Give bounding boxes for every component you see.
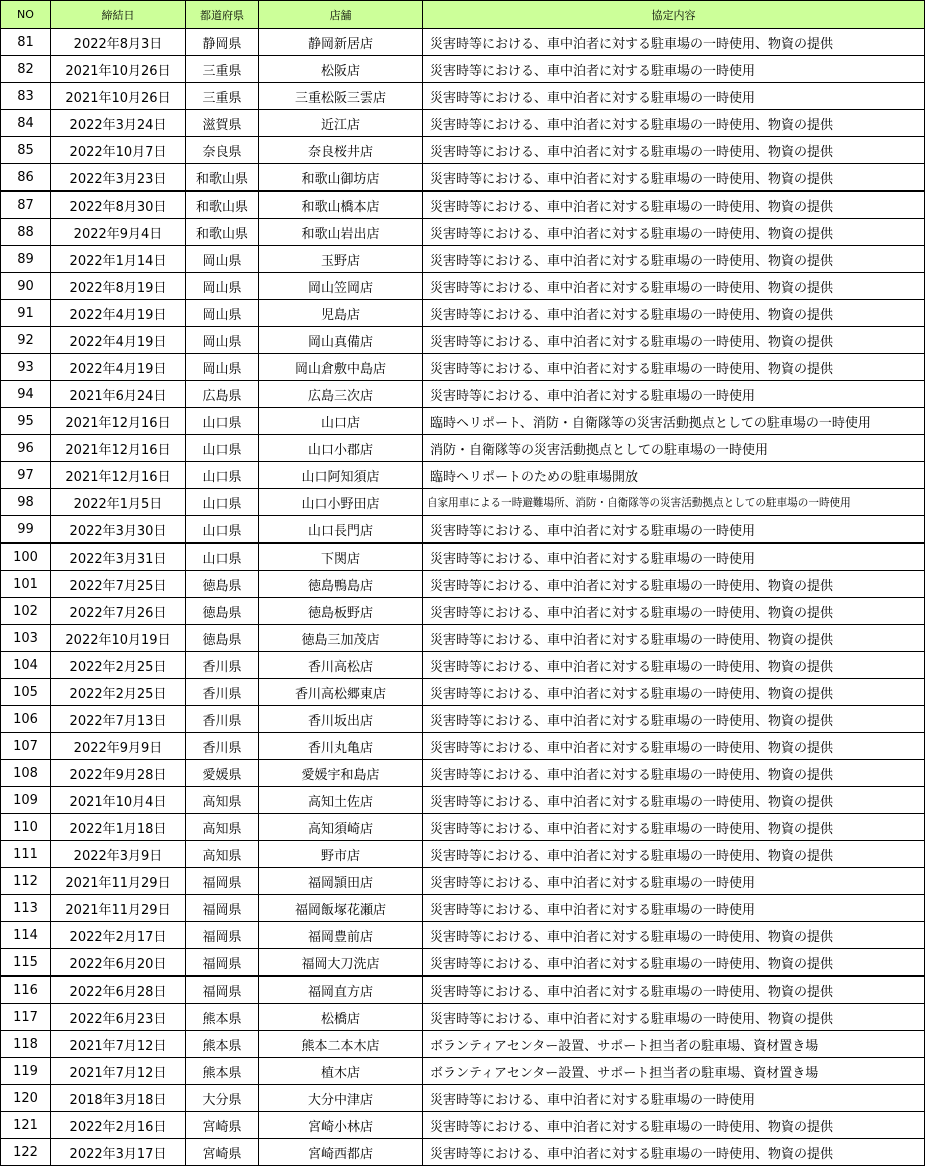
cell-prefecture: 山口県 [186,435,259,462]
cell-agreement: 災害時等における、車中泊者に対する駐車場の一時使用、物資の提供 [423,219,925,246]
cell-no: 82 [1,56,51,83]
cell-prefecture: 三重県 [186,83,259,110]
cell-date: 2022年8月30日 [51,191,186,219]
cell-date: 2021年7月12日 [51,1058,186,1085]
cell-date: 2021年12月16日 [51,462,186,489]
table-row [1,408,925,435]
table-row [1,895,925,922]
table-row [1,137,925,164]
cell-prefecture: 山口県 [186,543,259,571]
cell-store: 静岡新居店 [259,29,423,56]
cell-prefecture: 徳島県 [186,571,259,598]
cell-prefecture: 和歌山県 [186,164,259,192]
cell-prefecture: 岡山県 [186,354,259,381]
cell-agreement: 災害時等における、車中泊者に対する駐車場の一時使用、物資の提供 [423,652,925,679]
cell-store: 香川坂出店 [259,706,423,733]
cell-prefecture: 岡山県 [186,246,259,273]
cell-store: 愛媛宇和島店 [259,760,423,787]
table-row [1,327,925,354]
cell-store: 高知須崎店 [259,814,423,841]
cell-date: 2022年6月20日 [51,949,186,977]
table-row [1,1004,925,1031]
cell-prefecture: 宮崎県 [186,1112,259,1139]
table-row [1,354,925,381]
header-agreement: 協定内容 [423,1,925,29]
cell-date: 2022年3月30日 [51,516,186,544]
table-row [1,1139,925,1166]
cell-no: 117 [1,1004,51,1031]
cell-agreement: ボランティアセンター設置、サポート担当者の駐車場、資材置き場 [423,1031,925,1058]
table-row [1,489,925,516]
table-row [1,191,925,219]
cell-no: 92 [1,327,51,354]
cell-no: 110 [1,814,51,841]
cell-no: 115 [1,949,51,977]
cell-store: 大分中津店 [259,1085,423,1112]
cell-no: 86 [1,164,51,192]
cell-store: 香川丸亀店 [259,733,423,760]
cell-prefecture: 熊本県 [186,1004,259,1031]
cell-agreement: 災害時等における、車中泊者に対する駐車場の一時使用 [423,543,925,571]
cell-store: 野市店 [259,841,423,868]
cell-store: 近江店 [259,110,423,137]
cell-prefecture: 和歌山県 [186,191,259,219]
cell-prefecture: 岡山県 [186,273,259,300]
cell-store: 山口阿知須店 [259,462,423,489]
table-body [1,29,925,1166]
table-row [1,1085,925,1112]
cell-no: 83 [1,83,51,110]
cell-date: 2022年3月31日 [51,543,186,571]
cell-date: 2021年12月16日 [51,408,186,435]
cell-no: 87 [1,191,51,219]
table-row [1,922,925,949]
cell-store: 三重松阪三雲店 [259,83,423,110]
cell-no: 99 [1,516,51,544]
table-row [1,381,925,408]
cell-agreement: 災害時等における、車中泊者に対する駐車場の一時使用、物資の提供 [423,327,925,354]
cell-store: 植木店 [259,1058,423,1085]
cell-date: 2022年2月25日 [51,652,186,679]
cell-store: 福岡直方店 [259,976,423,1004]
cell-prefecture: 高知県 [186,787,259,814]
table-row [1,543,925,571]
cell-no: 85 [1,137,51,164]
cell-agreement: 災害時等における、車中泊者に対する駐車場の一時使用、物資の提供 [423,164,925,192]
cell-store: 福岡頴田店 [259,868,423,895]
cell-date: 2022年7月13日 [51,706,186,733]
cell-no: 98 [1,489,51,516]
header-date: 締結日 [51,1,186,29]
cell-agreement: 災害時等における、車中泊者に対する駐車場の一時使用 [423,83,925,110]
cell-date: 2021年6月24日 [51,381,186,408]
cell-store: 岡山真備店 [259,327,423,354]
cell-store: 宮崎小林店 [259,1112,423,1139]
cell-store: 福岡大刀洗店 [259,949,423,977]
table-row [1,787,925,814]
cell-date: 2022年2月17日 [51,922,186,949]
cell-no: 93 [1,354,51,381]
cell-store: 下関店 [259,543,423,571]
cell-agreement: 災害時等における、車中泊者に対する駐車場の一時使用、物資の提供 [423,110,925,137]
cell-store: 岡山笠岡店 [259,273,423,300]
cell-date: 2022年3月9日 [51,841,186,868]
cell-agreement: 災害時等における、車中泊者に対する駐車場の一時使用、物資の提供 [423,191,925,219]
table-row [1,760,925,787]
cell-agreement: 災害時等における、車中泊者に対する駐車場の一時使用、物資の提供 [423,625,925,652]
cell-prefecture: 山口県 [186,408,259,435]
cell-prefecture: 山口県 [186,516,259,544]
cell-date: 2022年9月4日 [51,219,186,246]
cell-prefecture: 熊本県 [186,1058,259,1085]
cell-date: 2021年12月16日 [51,435,186,462]
cell-store: 山口店 [259,408,423,435]
table-row [1,949,925,977]
header-store: 店舗 [259,1,423,29]
cell-date: 2022年8月19日 [51,273,186,300]
cell-date: 2022年1月5日 [51,489,186,516]
cell-agreement: 災害時等における、車中泊者に対する駐車場の一時使用、物資の提供 [423,760,925,787]
cell-date: 2022年9月28日 [51,760,186,787]
table-row [1,1112,925,1139]
cell-date: 2021年10月26日 [51,83,186,110]
cell-store: 松橋店 [259,1004,423,1031]
cell-prefecture: 滋賀県 [186,110,259,137]
cell-date: 2022年3月24日 [51,110,186,137]
cell-prefecture: 奈良県 [186,137,259,164]
cell-no: 90 [1,273,51,300]
cell-agreement: 災害時等における、車中泊者に対する駐車場の一時使用、物資の提供 [423,300,925,327]
cell-agreement: 災害時等における、車中泊者に対する駐車場の一時使用、物資の提供 [423,733,925,760]
cell-no: 100 [1,543,51,571]
cell-agreement: 災害時等における、車中泊者に対する駐車場の一時使用、物資の提供 [423,679,925,706]
cell-prefecture: 福岡県 [186,976,259,1004]
cell-store: 宮崎西都店 [259,1139,423,1166]
cell-prefecture: 香川県 [186,679,259,706]
cell-prefecture: 熊本県 [186,1031,259,1058]
cell-agreement: 災害時等における、車中泊者に対する駐車場の一時使用 [423,1085,925,1112]
cell-no: 109 [1,787,51,814]
cell-prefecture: 香川県 [186,733,259,760]
cell-agreement: 災害時等における、車中泊者に対する駐車場の一時使用、物資の提供 [423,29,925,56]
cell-agreement: 災害時等における、車中泊者に対する駐車場の一時使用、物資の提供 [423,976,925,1004]
table-row [1,1031,925,1058]
table-header [1,1,925,29]
table-row [1,814,925,841]
cell-store: 松阪店 [259,56,423,83]
cell-prefecture: 高知県 [186,841,259,868]
cell-no: 95 [1,408,51,435]
cell-no: 107 [1,733,51,760]
cell-no: 97 [1,462,51,489]
cell-date: 2022年3月17日 [51,1139,186,1166]
cell-agreement: 災害時等における、車中泊者に対する駐車場の一時使用 [423,56,925,83]
cell-agreement: 災害時等における、車中泊者に対する駐車場の一時使用 [423,895,925,922]
cell-no: 104 [1,652,51,679]
cell-no: 94 [1,381,51,408]
cell-prefecture: 香川県 [186,706,259,733]
cell-store: 徳島三加茂店 [259,625,423,652]
cell-agreement: 災害時等における、車中泊者に対する駐車場の一時使用、物資の提供 [423,273,925,300]
cell-store: 山口長門店 [259,516,423,544]
cell-prefecture: 大分県 [186,1085,259,1112]
cell-prefecture: 福岡県 [186,895,259,922]
cell-agreement: 災害時等における、車中泊者に対する駐車場の一時使用、物資の提供 [423,949,925,977]
cell-date: 2022年1月14日 [51,246,186,273]
cell-no: 102 [1,598,51,625]
cell-store: 香川高松店 [259,652,423,679]
cell-prefecture: 福岡県 [186,868,259,895]
header-prefecture: 都道府県 [186,1,259,29]
table-row [1,598,925,625]
cell-prefecture: 福岡県 [186,922,259,949]
cell-no: 116 [1,976,51,1004]
header-row [1,1,925,29]
table-row [1,976,925,1004]
table-row [1,246,925,273]
table-row [1,868,925,895]
cell-agreement: 災害時等における、車中泊者に対する駐車場の一時使用、物資の提供 [423,706,925,733]
table-row [1,625,925,652]
cell-date: 2022年10月19日 [51,625,186,652]
cell-no: 113 [1,895,51,922]
table-row [1,841,925,868]
cell-agreement: 災害時等における、車中泊者に対する駐車場の一時使用、物資の提供 [423,137,925,164]
cell-date: 2022年9月9日 [51,733,186,760]
cell-no: 119 [1,1058,51,1085]
cell-store: 山口小野田店 [259,489,423,516]
cell-prefecture: 広島県 [186,381,259,408]
table-row [1,571,925,598]
header-no: NO [1,1,51,29]
cell-no: 114 [1,922,51,949]
cell-prefecture: 福岡県 [186,949,259,977]
cell-prefecture: 宮崎県 [186,1139,259,1166]
cell-date: 2022年4月19日 [51,327,186,354]
cell-prefecture: 徳島県 [186,598,259,625]
cell-prefecture: 和歌山県 [186,219,259,246]
cell-prefecture: 岡山県 [186,300,259,327]
cell-date: 2022年4月19日 [51,300,186,327]
cell-agreement: 災害時等における、車中泊者に対する駐車場の一時使用、物資の提供 [423,787,925,814]
cell-date: 2022年2月25日 [51,679,186,706]
cell-no: 91 [1,300,51,327]
cell-prefecture: 愛媛県 [186,760,259,787]
table-row [1,652,925,679]
table-row [1,462,925,489]
cell-no: 88 [1,219,51,246]
cell-store: 奈良桜井店 [259,137,423,164]
cell-no: 84 [1,110,51,137]
cell-store: 徳島鴨島店 [259,571,423,598]
cell-agreement: 災害時等における、車中泊者に対する駐車場の一時使用、物資の提供 [423,354,925,381]
cell-prefecture: 香川県 [186,652,259,679]
table-row [1,435,925,462]
cell-store: 徳島板野店 [259,598,423,625]
cell-no: 118 [1,1031,51,1058]
cell-agreement: 災害時等における、車中泊者に対する駐車場の一時使用 [423,381,925,408]
table-row [1,679,925,706]
cell-prefecture: 徳島県 [186,625,259,652]
table-row [1,219,925,246]
table-row [1,706,925,733]
cell-no: 101 [1,571,51,598]
cell-agreement: 災害時等における、車中泊者に対する駐車場の一時使用、物資の提供 [423,571,925,598]
table-row [1,1058,925,1085]
cell-prefecture: 三重県 [186,56,259,83]
cell-agreement: 災害時等における、車中泊者に対する駐車場の一時使用、物資の提供 [423,246,925,273]
table-row [1,273,925,300]
cell-date: 2021年10月26日 [51,56,186,83]
cell-no: 108 [1,760,51,787]
cell-date: 2021年7月12日 [51,1031,186,1058]
cell-agreement: 災害時等における、車中泊者に対する駐車場の一時使用 [423,516,925,544]
cell-no: 89 [1,246,51,273]
cell-store: 高知土佐店 [259,787,423,814]
cell-store: 香川高松郷東店 [259,679,423,706]
table-row [1,164,925,192]
cell-prefecture: 岡山県 [186,327,259,354]
cell-no: 120 [1,1085,51,1112]
cell-store: 熊本二本木店 [259,1031,423,1058]
cell-date: 2022年2月16日 [51,1112,186,1139]
cell-date: 2022年7月26日 [51,598,186,625]
cell-agreement: 災害時等における、車中泊者に対する駐車場の一時使用、物資の提供 [423,1004,925,1031]
cell-date: 2021年11月29日 [51,895,186,922]
table-row [1,516,925,544]
cell-agreement: 臨時ヘリポート、消防・自衛隊等の災害活動拠点としての駐車場の一時使用 [423,408,925,435]
cell-store: 山口小郡店 [259,435,423,462]
cell-no: 112 [1,868,51,895]
table-row [1,29,925,56]
cell-store: 和歌山橋本店 [259,191,423,219]
cell-agreement: 災害時等における、車中泊者に対する駐車場の一時使用、物資の提供 [423,598,925,625]
cell-agreement: 災害時等における、車中泊者に対する駐車場の一時使用、物資の提供 [423,922,925,949]
cell-agreement: 災害時等における、車中泊者に対する駐車場の一時使用、物資の提供 [423,814,925,841]
cell-date: 2022年10月7日 [51,137,186,164]
cell-date: 2022年6月28日 [51,976,186,1004]
cell-no: 103 [1,625,51,652]
cell-agreement: 自家用車による一時避難場所、消防・自衛隊等の災害活動拠点としての駐車場の一時使用 [423,489,925,516]
cell-store: 和歌山岩出店 [259,219,423,246]
table-row [1,733,925,760]
cell-date: 2021年10月4日 [51,787,186,814]
cell-store: 広島三次店 [259,381,423,408]
cell-date: 2022年3月23日 [51,164,186,192]
cell-agreement: ボランティアセンター設置、サポート担当者の駐車場、資材置き場 [423,1058,925,1085]
table-row [1,56,925,83]
cell-store: 和歌山御坊店 [259,164,423,192]
cell-agreement: 災害時等における、車中泊者に対する駐車場の一時使用 [423,868,925,895]
cell-store: 玉野店 [259,246,423,273]
cell-date: 2022年8月3日 [51,29,186,56]
table-row [1,300,925,327]
cell-no: 96 [1,435,51,462]
cell-agreement: 災害時等における、車中泊者に対する駐車場の一時使用、物資の提供 [423,1139,925,1166]
cell-prefecture: 静岡県 [186,29,259,56]
cell-date: 2021年11月29日 [51,868,186,895]
cell-no: 111 [1,841,51,868]
table-row [1,83,925,110]
cell-date: 2022年7月25日 [51,571,186,598]
cell-store: 福岡飯塚花瀬店 [259,895,423,922]
cell-no: 121 [1,1112,51,1139]
cell-store: 児島店 [259,300,423,327]
cell-agreement: 災害時等における、車中泊者に対する駐車場の一時使用、物資の提供 [423,841,925,868]
table-row [1,110,925,137]
cell-prefecture: 山口県 [186,462,259,489]
cell-date: 2022年4月19日 [51,354,186,381]
cell-date: 2018年3月18日 [51,1085,186,1112]
cell-no: 81 [1,29,51,56]
cell-no: 106 [1,706,51,733]
cell-date: 2022年1月18日 [51,814,186,841]
cell-store: 福岡豊前店 [259,922,423,949]
cell-agreement: 災害時等における、車中泊者に対する駐車場の一時使用、物資の提供 [423,1112,925,1139]
cell-prefecture: 高知県 [186,814,259,841]
cell-store: 岡山倉敷中島店 [259,354,423,381]
cell-no: 122 [1,1139,51,1166]
cell-agreement: 臨時ヘリポートのための駐車場開放 [423,462,925,489]
cell-agreement: 消防・自衛隊等の災害活動拠点としての駐車場の一時使用 [423,435,925,462]
cell-no: 105 [1,679,51,706]
cell-date: 2022年6月23日 [51,1004,186,1031]
cell-prefecture: 山口県 [186,489,259,516]
